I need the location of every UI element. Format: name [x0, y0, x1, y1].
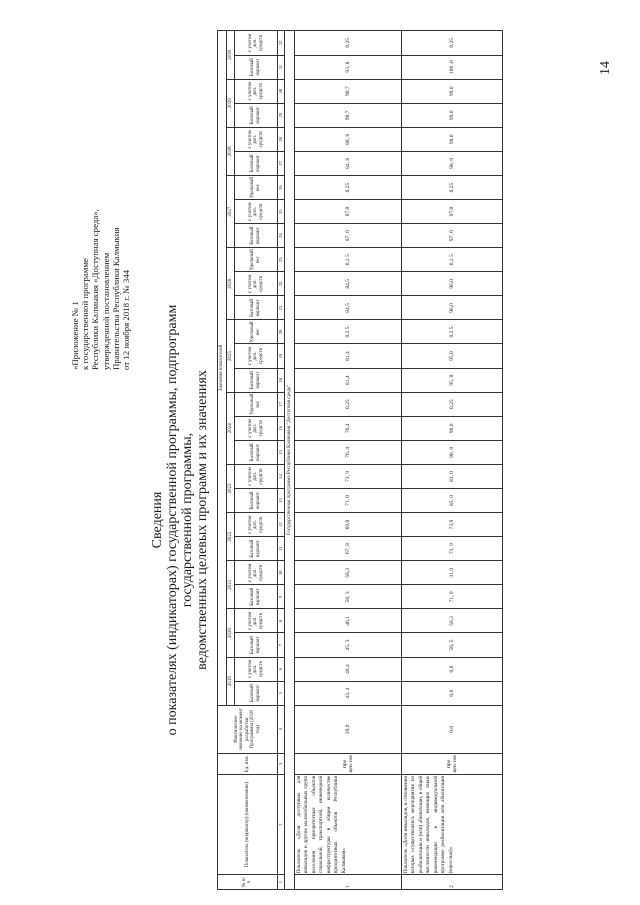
page-number: 14 [598, 61, 613, 75]
row-indicator-name: Показатель «Доля доступных для инвалидов и других маломобильных групп населения приоритетных объектов социальной, транспортной, инженерной инфраструктуры в общем количестве приоритетных объектов Республики Калмыкия» [294, 774, 401, 875]
row-value-cell: 48,4 [294, 657, 401, 681]
subheader-extra: с учетом доп. средств [235, 79, 278, 103]
subheader-base: Базовый вариант [235, 585, 278, 609]
row-value-cell: 0,2 5 [401, 248, 502, 272]
title-line: ведомственных целевых программ и их значениях [195, 370, 210, 670]
row-value-cell: 97,0 [401, 200, 502, 224]
row-value-cell: 56,3 [401, 609, 502, 633]
row-value-cell: 81,4 [294, 368, 401, 392]
row-value-cell: 97, 0 [401, 224, 502, 248]
subheader-base: Базовый вариант [235, 296, 278, 320]
row-value-cell: 69,0 [294, 513, 401, 537]
subheader-extra: с учетом доп. средств [235, 464, 278, 488]
column-index: 22 [277, 272, 284, 296]
row-value-cell: 90,7 [294, 79, 401, 103]
year-header-2028: 2028 [226, 127, 235, 175]
row-value-cell: 0,25 [401, 31, 502, 56]
header-values-group: Значения показателей [218, 31, 227, 706]
row-value-cell: 81,4 [294, 344, 401, 368]
appendix-line: утвержденной постановлением [100, 252, 111, 370]
row-value-cell: 0,2 5 [294, 320, 401, 344]
subheader-share: Удельный вес [235, 175, 278, 199]
appendix-line: Республики Калмыкия «Доступная среда», [90, 209, 101, 370]
subheader-extra: с учетом доп. средств [235, 561, 278, 585]
column-index: 16 [277, 416, 284, 440]
title-line: о показателях (индикаторах) государственной программы, подпрограмм государственной программы, [165, 304, 195, 736]
row-value-cell: 0,25 [294, 175, 401, 199]
row-value-cell: 0,25 [294, 392, 401, 416]
title-line: Сведения [150, 491, 165, 549]
subheader-extra: с учетом доп. средств [235, 31, 278, 56]
row-value-cell: 0,2 5 [401, 320, 502, 344]
subheader-base: Базовый вариант [235, 55, 278, 79]
subheader-base: Базовый вариант [235, 537, 278, 561]
subheader-extra: с учетом доп. средств [235, 200, 278, 224]
column-index: 12 [277, 513, 284, 537]
column-index: 27 [277, 151, 284, 175]
year-header-2024: 2024 [226, 392, 235, 464]
row-fact-value: 0,0 [401, 705, 502, 753]
column-index: 4 [277, 705, 284, 753]
row-value-cell: 90,0 [401, 416, 502, 440]
appendix-line: «Приложение № 1 [70, 301, 80, 370]
subheader-share: Удельный вес [235, 392, 278, 416]
subheader-extra: с учетом доп. средств [235, 127, 278, 151]
row-value-cell: 90, 0 [401, 440, 502, 464]
header-indicator: Показатель (индикатор) (наименование) [218, 774, 278, 875]
column-index: 28 [277, 127, 284, 151]
table-row [401, 31, 502, 890]
year-header-2020: 2020 [226, 609, 235, 657]
column-index: 18 [277, 368, 284, 392]
row-value-cell: 0,25 [294, 31, 401, 56]
subheader-base: Базовый вариант [235, 488, 278, 512]
row-value-cell: 93, 8 [294, 55, 401, 79]
column-index: 31 [277, 55, 284, 79]
subheader-base: Базовый вариант [235, 681, 278, 705]
column-index: 24 [277, 224, 284, 248]
year-header-2022: 2022 [226, 513, 235, 561]
row-value-cell: 87, 0 [294, 224, 401, 248]
subheader-base: Базовый вариант [235, 368, 278, 392]
row-value-cell: 0,2 5 [294, 248, 401, 272]
row-value-cell: 56, 5 [401, 633, 502, 657]
column-index: 10 [277, 561, 284, 585]
column-index: 21 [277, 296, 284, 320]
column-index: 13 [277, 488, 284, 512]
row-value-cell: 31,9 [401, 561, 502, 585]
subheader-share: Удельный вес [235, 248, 278, 272]
row-value-cell: 83, 0 [401, 464, 502, 488]
subheader-base: Базовый вариант [235, 224, 278, 248]
subheader-extra: с учетом доп. средств [235, 513, 278, 537]
row-value-cell: 84,5 [294, 272, 401, 296]
row-value-cell: 73, 9 [401, 537, 502, 561]
column-index: 6 [277, 657, 284, 681]
subheader-base: Базовый вариант [235, 103, 278, 127]
column-index: 2 [277, 774, 284, 875]
row-indicator-name: Показатель «Доля инвалидов, в отношении которых осуществлялись мероприятия по реабилитации и (или) абилитации, в общей численности инвалидов, имеющих такие рекомендации в индивидуальной программе реабилитации или абилитации (взрослые)» [401, 774, 502, 875]
row-value-cell: 95,0 [401, 344, 502, 368]
subheader-base: Базовый вариант [235, 633, 278, 657]
row-unit: про цен тов [401, 753, 502, 774]
column-index: 19 [277, 344, 284, 368]
column-index: 20 [277, 320, 284, 344]
row-num: 2 [401, 875, 502, 890]
appendix-note [70, 40, 131, 370]
row-value-cell: 90,7 [294, 103, 401, 127]
indicators-table [217, 30, 503, 890]
column-index: 32 [277, 31, 284, 56]
row-value-cell: 67, 8 [294, 537, 401, 561]
row-value-cell: 95, 0 [401, 368, 502, 392]
row-value-cell: 73,9 [401, 513, 502, 537]
row-value-cell: 84, 8 [294, 151, 401, 175]
row-value-cell: 50, 3 [294, 585, 401, 609]
year-header-2025: 2025 [226, 320, 235, 392]
row-value-cell: 98, 0 [401, 151, 502, 175]
row-value-cell: 88, 8 [294, 127, 401, 151]
header-unit: Ед. изм. [218, 753, 278, 774]
subheader-extra: с учетом доп. средств [235, 344, 278, 368]
column-index: 8 [277, 609, 284, 633]
subheader-extra: с учетом доп. средств [235, 416, 278, 440]
row-value-cell: 71, 0 [294, 488, 401, 512]
column-index: 26 [277, 175, 284, 199]
row-value-cell: 0,25 [401, 175, 502, 199]
row-value-cell: 45, 3 [294, 633, 401, 657]
row-value-cell: 87,0 [294, 200, 401, 224]
row-value-cell: 0,0 [401, 657, 502, 681]
row-value-cell: 98,0 [401, 127, 502, 151]
subheader-extra: с учетом доп. средств [235, 657, 278, 681]
row-unit: про цен тов [294, 753, 401, 774]
year-header-2021: 2021 [226, 561, 235, 609]
row-value-cell: 96,0 [401, 296, 502, 320]
year-header-2029: 2029 [226, 79, 235, 127]
row-value-cell: 84,5 [294, 296, 401, 320]
row-fact-value: 39,0 [294, 705, 401, 753]
row-value-cell: 99,0 [401, 103, 502, 127]
appendix-line: к государственной программе [80, 258, 91, 370]
column-index: 23 [277, 248, 284, 272]
row-value-cell: 43, 4 [294, 681, 401, 705]
row-num: 1 [294, 875, 401, 890]
rotated-content [70, 30, 580, 890]
table-row [294, 31, 401, 890]
column-index: 29 [277, 103, 284, 127]
row-value-cell: 76, 4 [294, 440, 401, 464]
row-value-cell: 71, 9 [401, 585, 502, 609]
subheader-extra: с учетом доп. средств [235, 272, 278, 296]
column-index: 15 [277, 440, 284, 464]
year-header-2026: 2026 [226, 248, 235, 320]
column-index: 3 [277, 753, 284, 774]
year-header-2030: 2030 [226, 31, 235, 80]
column-index: 14 [277, 464, 284, 488]
year-header-2019: 2019 [226, 657, 235, 705]
column-index: 25 [277, 200, 284, 224]
header-num: № п/п [218, 875, 278, 890]
row-value-cell: 96,0 [401, 272, 502, 296]
column-index: 1 [277, 875, 284, 890]
appendix-line: Правительства Республики Калмыкия [110, 227, 121, 370]
column-index: 9 [277, 585, 284, 609]
column-index: 5 [277, 681, 284, 705]
subheader-extra: с учетом доп. средств [235, 609, 278, 633]
subheader-base: Базовый вариант [235, 151, 278, 175]
appendix-line: от 12 ноября 2018 г. № 344 [121, 269, 132, 370]
row-value-cell: 99,0 [401, 79, 502, 103]
program-row: Государственная программа Республики Калмыкия "Доступная среда" [285, 31, 295, 890]
subheader-share: Удельный вес [235, 320, 278, 344]
column-index: 17 [277, 392, 284, 416]
row-value-cell: 73, 9 [294, 464, 401, 488]
year-header-2027: 2027 [226, 175, 235, 247]
column-index: 30 [277, 79, 284, 103]
row-value-cell: 46,1 [294, 609, 401, 633]
row-value-cell: 0,0 [401, 681, 502, 705]
row-value-cell: 76,4 [294, 416, 401, 440]
header-fact: Фактическое значение на момент разработки Программы (2018 год) [218, 705, 278, 753]
subheader-base: Базовый вариант [235, 440, 278, 464]
row-value-cell: 56,3 [294, 561, 401, 585]
row-value-cell: 85, 0 [401, 488, 502, 512]
column-index: 7 [277, 633, 284, 657]
row-value-cell: 100 ,0 [401, 55, 502, 79]
column-index: 11 [277, 537, 284, 561]
document-title [150, 260, 210, 780]
row-value-cell: 0,25 [401, 392, 502, 416]
year-header-2023: 2023 [226, 464, 235, 512]
